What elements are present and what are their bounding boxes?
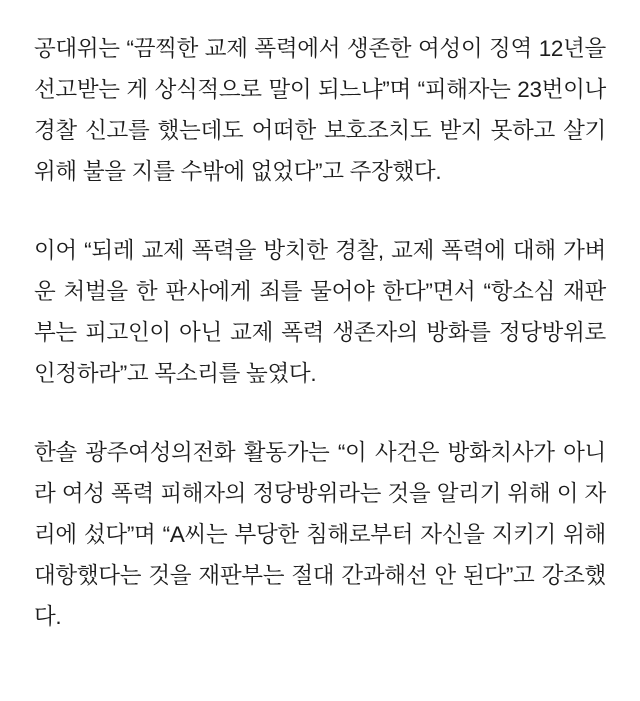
article-paragraph: 이어 “되레 교제 폭력을 방치한 경찰, 교제 폭력에 대해 가벼운 처벌을 한 판사에게 죄를 물어야 한다”면서 “항소심 재판부는 피고인이 아닌 교제 폭력 생존자의 방화를 정당방위로 인정하라”고 목소리를 높였다. bbox=[34, 238, 606, 386]
article-paragraph: 한솔 광주여성의전화 활동가는 “이 사건은 방화치사가 아니라 여성 폭력 피해자의 정당방위라는 것을 알리기 위해 이 자리에 섰다”며 “A씨는 부당한 침해로부터 자신을 지키기 위해 대항했다는 것을 재판부는 절대 간과해선 안 된다”고 강조했다. bbox=[34, 440, 606, 629]
article-paragraph: 공대위는 “끔찍한 교제 폭력에서 생존한 여성이 징역 12년을 선고받는 게 상식적으로 말이 되느냐”며 “피해자는 23번이나 경찰 신고를 했는데도 어떠한 보호조치도 받지 못하고 살기 위해 불을 지를 수밖에 없었다”고 주장했다. bbox=[34, 36, 606, 184]
